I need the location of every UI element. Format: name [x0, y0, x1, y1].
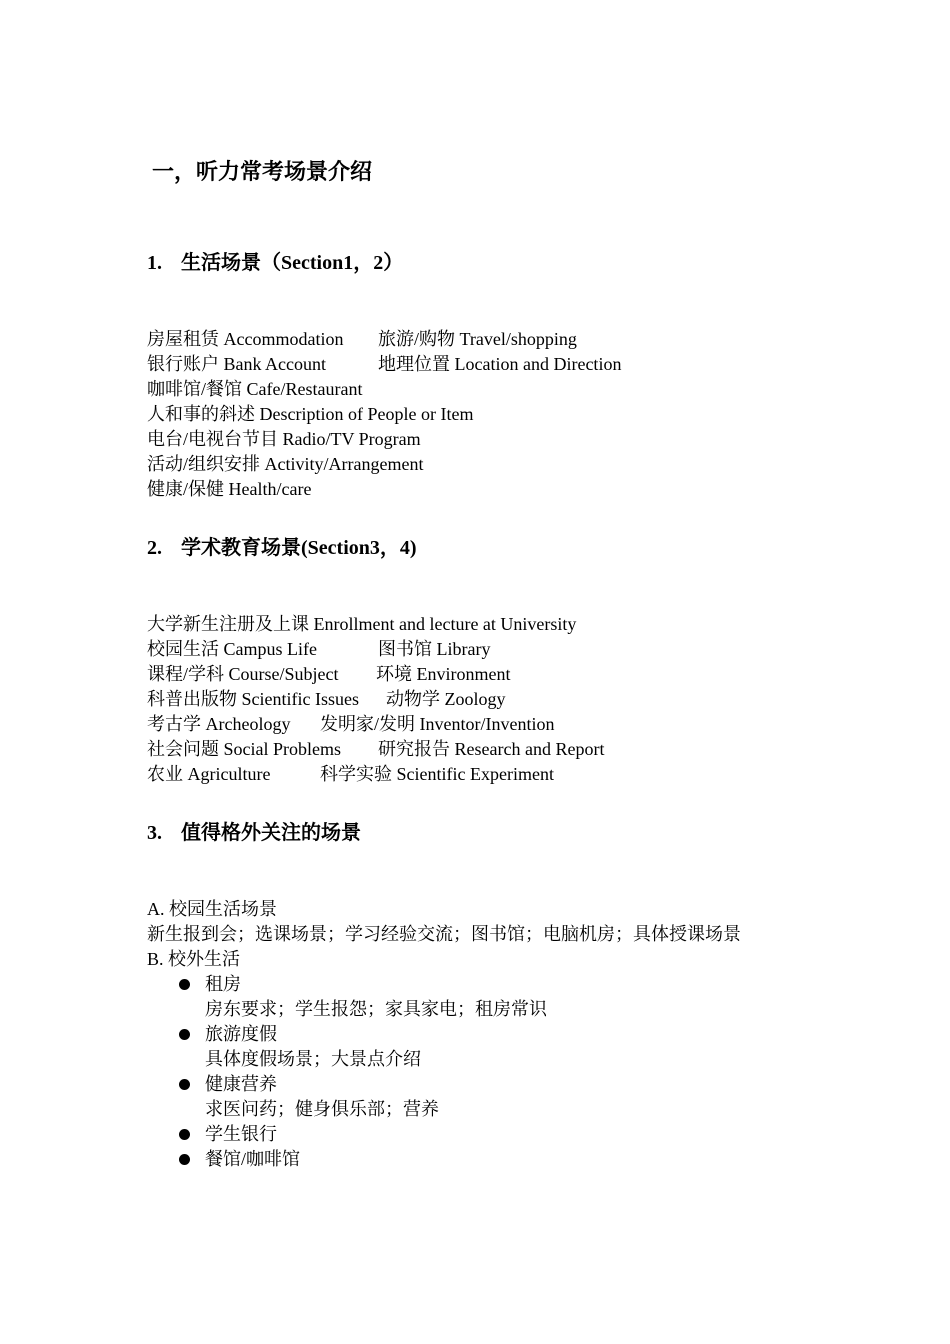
bullet-label: 租房 [205, 974, 241, 994]
list-item-text: 研究报告 Research and Report [378, 739, 605, 759]
section-3-title: 值得格外关注的场景 [181, 822, 361, 844]
list-item-text: 活动/组织安排 Activity/Arrangement [147, 454, 424, 474]
bullet-detail-text: 具体度假场景；大景点介绍 [205, 1049, 421, 1069]
list-item-text: 房屋租赁 Accommodation [147, 329, 344, 349]
section-3-number: 3. [147, 822, 162, 844]
section-1-number: 1. [147, 252, 162, 274]
section-3-heading [147, 818, 361, 848]
list-item-text: 大学新生注册及上课 Enrollment and lecture at University [147, 614, 577, 634]
list-item-text: 动物学 Zoology [386, 689, 506, 709]
bullet-label: 学生银行 [205, 1124, 277, 1144]
section-2-number: 2. [147, 537, 162, 559]
bullet-detail-text: 房东要求；学生报怨；家具家电；租房常识 [205, 999, 547, 1019]
bullet-icon [179, 1154, 190, 1165]
list-item-text: 环境 Environment [376, 664, 511, 684]
section-1-heading [147, 248, 403, 278]
list-item-text: 地理位置 Location and Direction [378, 354, 622, 374]
bullet-icon [179, 1129, 190, 1140]
section-2-heading [147, 533, 417, 563]
section-1-title: 生活场景（Section1，2） [181, 252, 404, 274]
list-item-text: 课程/学科 Course/Subject [147, 664, 339, 684]
list-item-text: 发明家/发明 Inventor/Invention [320, 714, 555, 734]
list-item-text: 旅游/购物 Travel/shopping [378, 329, 577, 349]
list-item-text: 图书馆 Library [378, 639, 491, 659]
list-item-text: 电台/电视台节目 Radio/TV Program [147, 429, 421, 449]
list-item-text: 科学实验 Scientific Experiment [320, 764, 554, 784]
list-item-text: 健康/保健 Health/care [147, 479, 312, 499]
main-heading: 一，听力常考场景介绍 [152, 159, 373, 184]
bullet-label: 旅游度假 [205, 1024, 277, 1044]
list-item-text: 银行账户 Bank Account [147, 354, 326, 374]
bullet-icon [179, 979, 190, 990]
list-item-text: 农业 Agriculture [147, 764, 271, 784]
bullet-detail-text: 求医问药；健身俱乐部；营养 [205, 1099, 439, 1119]
subsection-b-label: B. 校外生活 [147, 949, 241, 969]
list-item-text: 校园生活 Campus Life [147, 639, 317, 659]
bullet-icon [179, 1079, 190, 1090]
section-2-title: 学术教育场景(Section3，4) [181, 537, 417, 559]
bullet-label: 餐馆/咖啡馆 [205, 1149, 301, 1169]
list-item-text: 人和事的斜述 Description of People or Item [147, 404, 474, 424]
bullet-icon [179, 1029, 190, 1040]
list-item-text: 科普出版物 Scientific Issues [147, 689, 359, 709]
subsection-a-detail: 新生报到会；选课场景；学习经验交流；图书馆；电脑机房；具体授课场景 [147, 924, 741, 944]
list-item-text: 社会问题 Social Problems [147, 739, 341, 759]
list-item-text: 考古学 Archeology [147, 714, 291, 734]
subsection-a-label: A. 校园生活场景 [147, 899, 277, 919]
list-item-text: 咖啡馆/餐馆 Cafe/Restaurant [147, 379, 363, 399]
bullet-label: 健康营养 [205, 1074, 277, 1094]
